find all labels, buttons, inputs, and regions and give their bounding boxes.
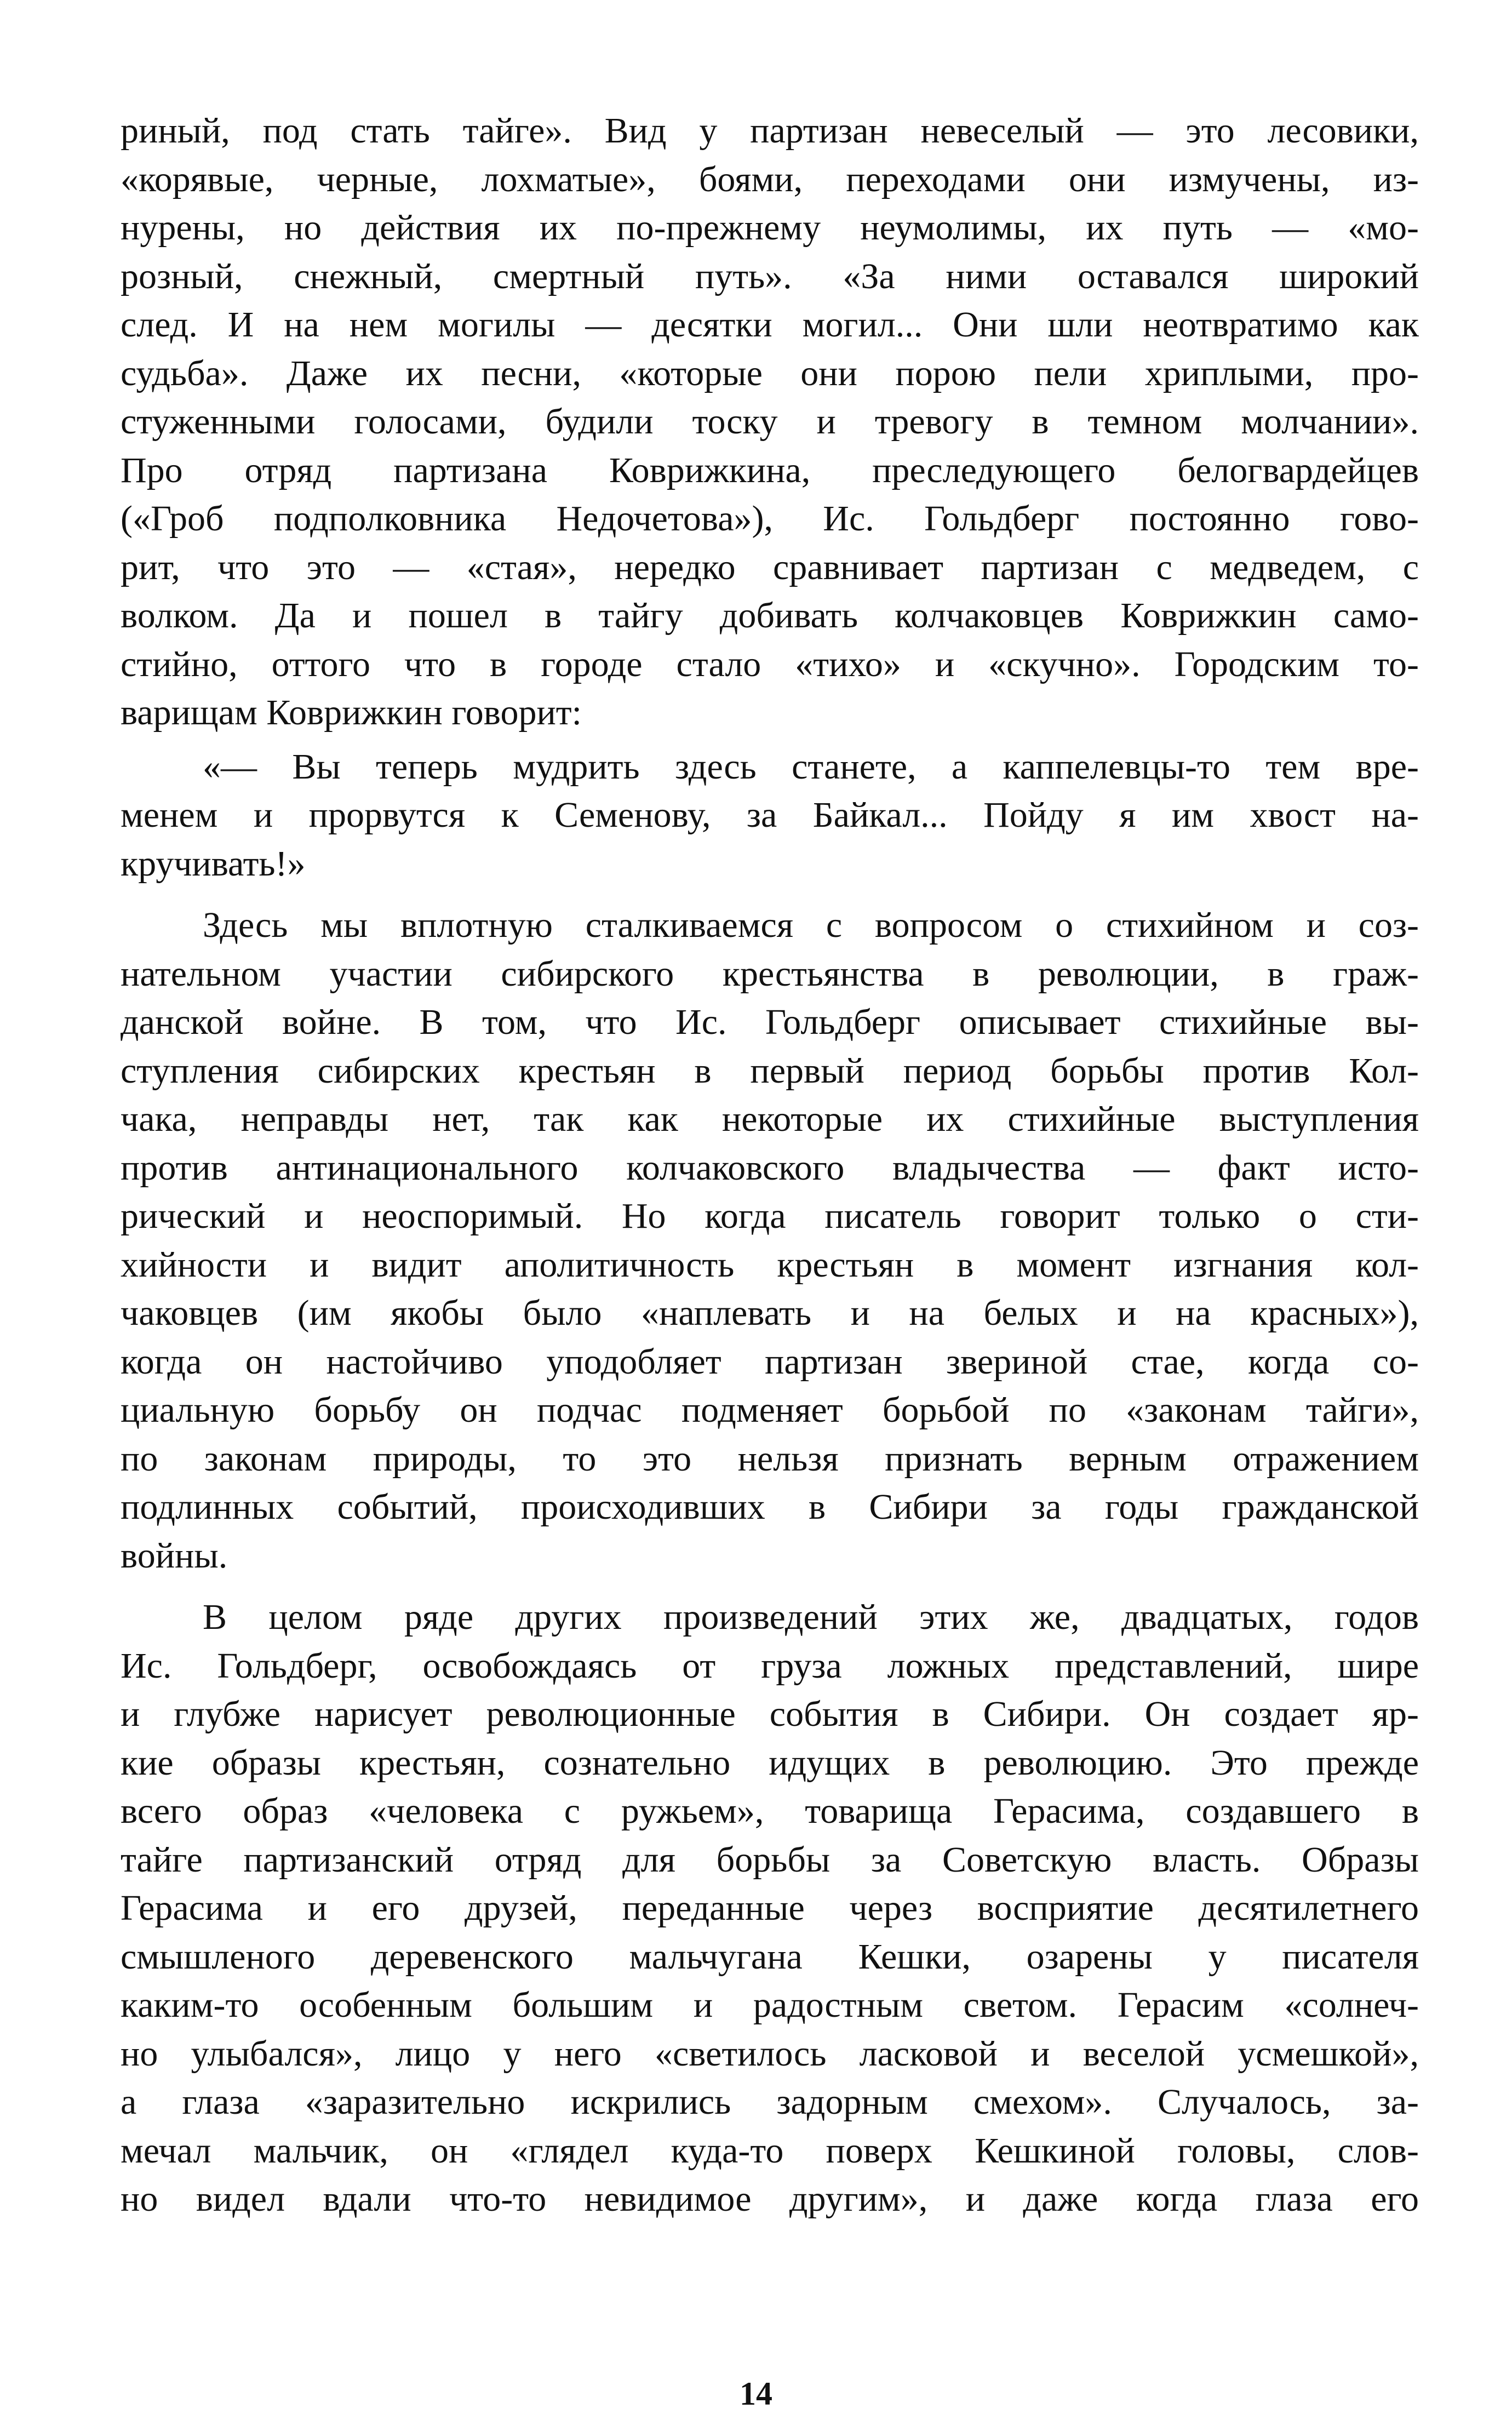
- text-line: подлинных событий, происходивших в Сибири за годы гражданской: [121, 1487, 1419, 1527]
- text-line: стийно, оттого что в городе стало «тихо» и «скучно». Городским то-: [121, 644, 1419, 684]
- text-line: «— Вы теперь мудрить здесь станете, а каппелевцы-то тем вре-: [203, 746, 1419, 787]
- text-line: кручивать!»: [121, 843, 306, 884]
- text-line: нательном участии сибирского крестьянства в революции, в граж-: [121, 953, 1419, 994]
- text-line: В целом ряде других произведений этих же, двадцатых, годов: [203, 1597, 1419, 1637]
- text-line: менем и прорвутся к Семенову, за Байкал... Пойду я им хвост на-: [121, 795, 1419, 835]
- paragraph-2: [121, 901, 1419, 1580]
- text-line: каким-то особенным большим и радостным светом. Герасим «солнеч-: [121, 1985, 1419, 2025]
- text-line: след. И на нем могилы — десятки могил... Они шли неотвратимо как: [121, 305, 1419, 345]
- text-line: войны.: [121, 1535, 228, 1576]
- text-line: когда он настойчиво уподобляет партизан звериной стае, когда со-: [121, 1341, 1419, 1382]
- text-line: но видел вдали что-то невидимое другим», и даже когда глаза его: [121, 2179, 1419, 2219]
- text-line: смышленого деревенского мальчугана Кешки, озарены у писателя: [121, 1936, 1419, 1977]
- text-line: чаковцев (им якобы было «наплевать и на белых и на красных»),: [121, 1293, 1419, 1333]
- text-line: стуженными голосами, будили тоску и тревогу в темном молчании».: [121, 402, 1419, 442]
- text-line: рит, что это — «стая», нередко сравнивает партизан с медведем, с: [121, 547, 1419, 587]
- text-line: «корявые, черные, лохматые», боями, переходами они измучены, из-: [121, 159, 1419, 199]
- text-line: Герасима и его друзей, переданные через восприятие десятилетнего: [121, 1888, 1419, 1928]
- text-line: но улыбался», лицо у него «светилось ласковой и веселой усмешкой»,: [121, 2033, 1419, 2074]
- text-line: судьба». Даже их песни, «которые они порою пели хриплыми, про-: [121, 353, 1419, 393]
- text-line: хийности и видит аполитичность крестьян в момент изгнания кол-: [121, 1244, 1419, 1285]
- text-line: и глубже нарисует революционные события в Сибири. Он создает яр-: [121, 1694, 1419, 1734]
- text-line: мечал мальчик, он «глядел куда-то поверх Кешкиной головы, слов-: [121, 2130, 1419, 2171]
- page-body: [121, 107, 1419, 2224]
- text-line: тайге партизанский отряд для борьбы за Советскую власть. Образы: [121, 1839, 1419, 1880]
- text-line: против антинационального колчаковского владычества — факт исто-: [121, 1147, 1419, 1188]
- text-line: ступления сибирских крестьян в первый период борьбы против Кол-: [121, 1050, 1419, 1091]
- text-line: чака, неправды нет, так как некоторые их стихийные выступления: [121, 1099, 1419, 1139]
- text-line: Про отряд партизана Коврижкина, преследующего белогвардейцев: [121, 450, 1419, 490]
- text-line: («Гроб подполковника Недочетова»), Ис. Гольдберг постоянно гово-: [121, 499, 1419, 539]
- text-line: всего образ «человека с ружьем», товарища Герасима, создавшего в: [121, 1791, 1419, 1831]
- text-line: кие образы крестьян, сознательно идущих в революцию. Это прежде: [121, 1742, 1419, 1783]
- text-line: а глаза «заразительно искрились задорным смехом». Случалось, за-: [121, 2082, 1419, 2122]
- paragraph-1: [121, 107, 1419, 737]
- text-line: по законам природы, то это нельзя признать верным отражением: [121, 1438, 1419, 1479]
- text-line: данской войне. В том, что Ис. Гольдберг описывает стихийные вы-: [121, 1002, 1419, 1042]
- page-number: 14: [740, 2376, 772, 2412]
- text-line: волком. Да и пошел в тайгу добивать колчаковцев Коврижкин само-: [121, 596, 1419, 636]
- text-line: розный, снежный, смертный путь». «За ними оставался широкий: [121, 256, 1419, 296]
- paragraph-3: [121, 1593, 1419, 2224]
- text-line: Ис. Гольдберг, освобождаясь от груза ложных представлений, шире: [121, 1645, 1419, 1686]
- text-line: нурены, но действия их по-прежнему неумолимы, их путь — «мо-: [121, 208, 1419, 248]
- text-line: варищам Коврижкин говорит:: [121, 693, 582, 733]
- text-line: рический и неоспоримый. Но когда писатель говорит только о сти-: [121, 1196, 1419, 1236]
- quote-block: [121, 743, 1419, 889]
- text-line: циальную борьбу он подчас подменяет борьбой по «законам тайги»,: [121, 1390, 1419, 1430]
- text-line: риный, под стать тайге». Вид у партизан невеселый — это лесовики,: [121, 111, 1419, 151]
- text-line: Здесь мы вплотную сталкиваемся с вопросом о стихийном и соз-: [203, 905, 1419, 945]
